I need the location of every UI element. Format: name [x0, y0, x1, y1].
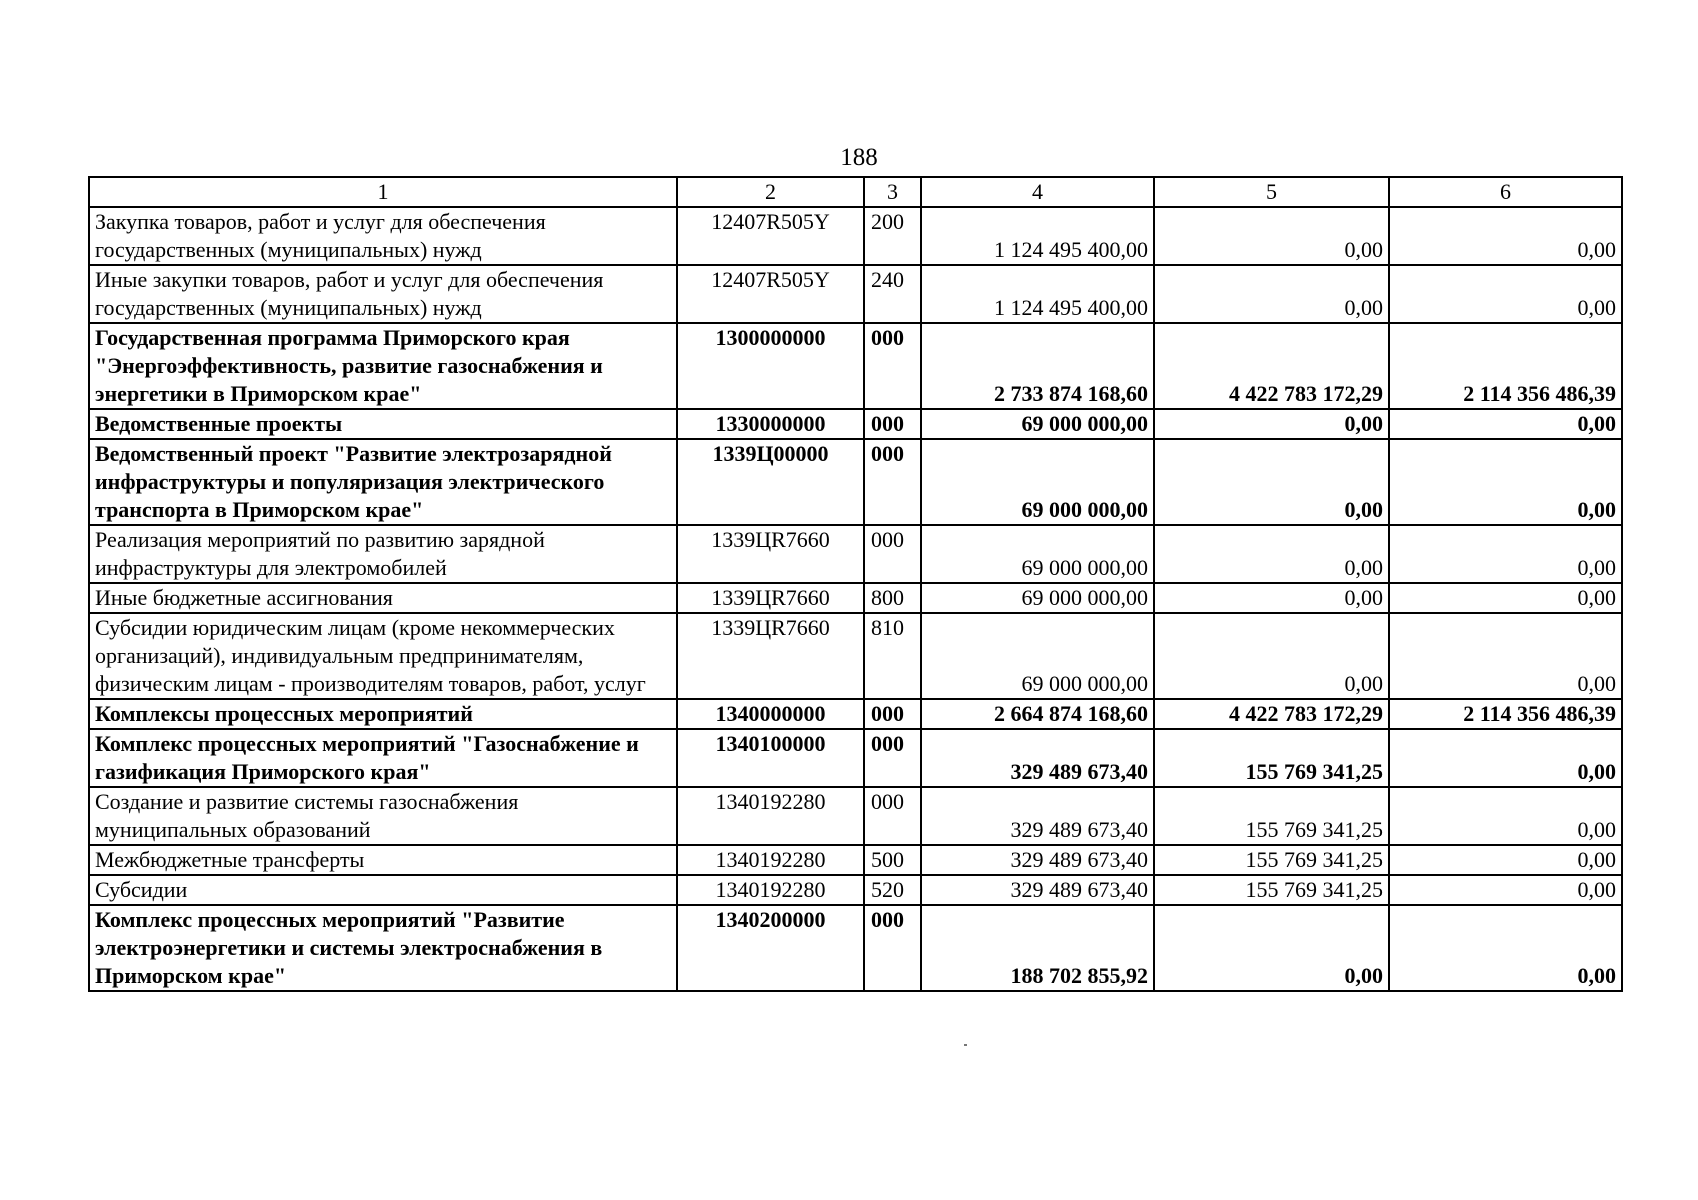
- row-code-cell: 1340192280: [677, 845, 864, 875]
- row-code-cell: 1300000000: [677, 323, 864, 409]
- row-amount-col5-cell: 0,00: [1154, 525, 1389, 583]
- row-code-cell: 12407R505Y: [677, 207, 864, 265]
- row-amount-col6-cell: 0,00: [1389, 613, 1622, 699]
- row-name-cell: Иные закупки товаров, работ и услуг для обеспечения государственных (муниципальных) нужд: [89, 265, 677, 323]
- row-amount-col6-cell: 2 114 356 486,39: [1389, 323, 1622, 409]
- column-header-3: 3: [864, 177, 921, 207]
- row-amount-col4-cell: 2 664 874 168,60: [921, 699, 1154, 729]
- row-expense-type-cell: 810: [864, 613, 921, 699]
- row-amount-col4-cell: 69 000 000,00: [921, 525, 1154, 583]
- scan-speck: [964, 1044, 967, 1046]
- row-code-cell: 1340192280: [677, 875, 864, 905]
- row-amount-col4-cell: 329 489 673,40: [921, 729, 1154, 787]
- table-row: [89, 905, 1622, 991]
- row-code-cell: 1340192280: [677, 787, 864, 845]
- row-amount-col4-cell: 69 000 000,00: [921, 613, 1154, 699]
- row-name-cell: Комплексы процессных мероприятий: [89, 699, 677, 729]
- table-row: [89, 207, 1622, 265]
- row-amount-col5-cell: 0,00: [1154, 613, 1389, 699]
- row-amount-col4-cell: 2 733 874 168,60: [921, 323, 1154, 409]
- row-amount-col6-cell: 0,00: [1389, 845, 1622, 875]
- table-row: [89, 699, 1622, 729]
- row-name-cell: Субсидии: [89, 875, 677, 905]
- row-amount-col4-cell: 1 124 495 400,00: [921, 265, 1154, 323]
- page-number: 188: [840, 144, 878, 171]
- row-amount-col4-cell: 69 000 000,00: [921, 409, 1154, 439]
- row-expense-type-cell: 000: [864, 787, 921, 845]
- row-amount-col6-cell: 0,00: [1389, 525, 1622, 583]
- row-amount-col6-cell: 0,00: [1389, 439, 1622, 525]
- row-amount-col5-cell: 4 422 783 172,29: [1154, 699, 1389, 729]
- row-expense-type-cell: 000: [864, 323, 921, 409]
- row-amount-col6-cell: 0,00: [1389, 409, 1622, 439]
- row-code-cell: 1339ЦR7660: [677, 525, 864, 583]
- row-expense-type-cell: 000: [864, 905, 921, 991]
- row-amount-col5-cell: 0,00: [1154, 905, 1389, 991]
- row-expense-type-cell: 000: [864, 729, 921, 787]
- row-code-cell: 12407R505Y: [677, 265, 864, 323]
- table-body: [89, 207, 1622, 991]
- table-row: [89, 729, 1622, 787]
- table-row: [89, 409, 1622, 439]
- row-amount-col6-cell: 0,00: [1389, 787, 1622, 845]
- row-amount-col6-cell: 2 114 356 486,39: [1389, 699, 1622, 729]
- row-amount-col5-cell: 155 769 341,25: [1154, 845, 1389, 875]
- row-amount-col4-cell: 69 000 000,00: [921, 439, 1154, 525]
- row-amount-col5-cell: 0,00: [1154, 409, 1389, 439]
- row-amount-col5-cell: 155 769 341,25: [1154, 729, 1389, 787]
- row-amount-col4-cell: 69 000 000,00: [921, 583, 1154, 613]
- column-header-1: 1: [89, 177, 677, 207]
- table-row: [89, 323, 1622, 409]
- row-amount-col5-cell: 4 422 783 172,29: [1154, 323, 1389, 409]
- row-amount-col6-cell: 0,00: [1389, 265, 1622, 323]
- row-name-cell: Ведомственные проекты: [89, 409, 677, 439]
- table-row: [89, 439, 1622, 525]
- table-row: [89, 583, 1622, 613]
- row-amount-col6-cell: 0,00: [1389, 905, 1622, 991]
- row-expense-type-cell: 000: [864, 699, 921, 729]
- row-amount-col4-cell: 329 489 673,40: [921, 845, 1154, 875]
- row-amount-col6-cell: 0,00: [1389, 875, 1622, 905]
- row-amount-col5-cell: 0,00: [1154, 583, 1389, 613]
- budget-table: [88, 176, 1623, 992]
- row-code-cell: 1340100000: [677, 729, 864, 787]
- row-amount-col4-cell: 1 124 495 400,00: [921, 207, 1154, 265]
- row-expense-type-cell: 240: [864, 265, 921, 323]
- row-code-cell: 1340000000: [677, 699, 864, 729]
- row-name-cell: Создание и развитие системы газоснабжения муниципальных образований: [89, 787, 677, 845]
- table-row: [89, 875, 1622, 905]
- column-header-2: 2: [677, 177, 864, 207]
- table-row: [89, 845, 1622, 875]
- row-code-cell: 1339Ц00000: [677, 439, 864, 525]
- row-amount-col5-cell: 0,00: [1154, 207, 1389, 265]
- column-header-5: 5: [1154, 177, 1389, 207]
- row-expense-type-cell: 000: [864, 409, 921, 439]
- row-name-cell: Ведомственный проект "Развитие электрозарядной инфраструктуры и популяризация электрического транспорта в Приморском крае": [89, 439, 677, 525]
- row-code-cell: 1339ЦR7660: [677, 583, 864, 613]
- row-expense-type-cell: 000: [864, 439, 921, 525]
- row-name-cell: Субсидии юридическим лицам (кроме некоммерческих организаций), индивидуальным предпринимателям, физическим лицам - производителям товаров, работ, услуг: [89, 613, 677, 699]
- row-name-cell: Иные бюджетные ассигнования: [89, 583, 677, 613]
- row-amount-col4-cell: 329 489 673,40: [921, 875, 1154, 905]
- row-amount-col5-cell: 155 769 341,25: [1154, 875, 1389, 905]
- table-row: [89, 787, 1622, 845]
- column-header-6: 6: [1389, 177, 1622, 207]
- row-expense-type-cell: 500: [864, 845, 921, 875]
- row-name-cell: Закупка товаров, работ и услуг для обеспечения государственных (муниципальных) нужд: [89, 207, 677, 265]
- row-expense-type-cell: 000: [864, 525, 921, 583]
- row-name-cell: Комплекс процессных мероприятий "Газоснабжение и газификация Приморского края": [89, 729, 677, 787]
- table-header-row: [89, 177, 1622, 207]
- row-code-cell: 1339ЦR7660: [677, 613, 864, 699]
- row-name-cell: Межбюджетные трансферты: [89, 845, 677, 875]
- row-name-cell: Реализация мероприятий по развитию зарядной инфраструктуры для электромобилей: [89, 525, 677, 583]
- row-code-cell: 1330000000: [677, 409, 864, 439]
- row-amount-col5-cell: 0,00: [1154, 439, 1389, 525]
- column-header-4: 4: [921, 177, 1154, 207]
- row-amount-col5-cell: 155 769 341,25: [1154, 787, 1389, 845]
- row-expense-type-cell: 800: [864, 583, 921, 613]
- row-name-cell: Комплекс процессных мероприятий "Развитие электроэнергетики и системы электроснабжения в Приморском крае": [89, 905, 677, 991]
- row-amount-col6-cell: 0,00: [1389, 583, 1622, 613]
- row-name-cell: Государственная программа Приморского края "Энергоэффективность, развитие газоснабжения и энергетики в Приморском крае": [89, 323, 677, 409]
- row-expense-type-cell: 520: [864, 875, 921, 905]
- table-row: [89, 525, 1622, 583]
- row-amount-col4-cell: 188 702 855,92: [921, 905, 1154, 991]
- row-expense-type-cell: 200: [864, 207, 921, 265]
- row-amount-col6-cell: 0,00: [1389, 207, 1622, 265]
- row-amount-col5-cell: 0,00: [1154, 265, 1389, 323]
- table-row: [89, 265, 1622, 323]
- table-row: [89, 613, 1622, 699]
- row-code-cell: 1340200000: [677, 905, 864, 991]
- row-amount-col6-cell: 0,00: [1389, 729, 1622, 787]
- row-amount-col4-cell: 329 489 673,40: [921, 787, 1154, 845]
